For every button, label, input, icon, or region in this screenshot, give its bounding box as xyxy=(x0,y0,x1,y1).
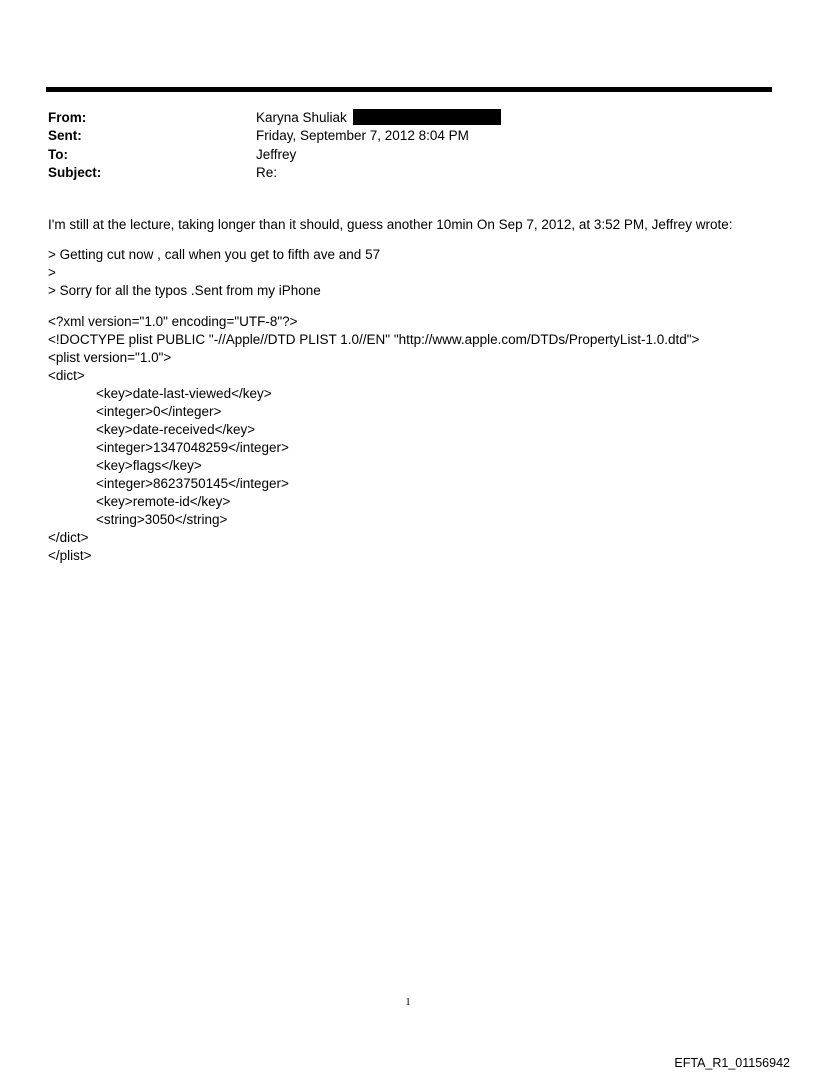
sent-label: Sent: xyxy=(48,128,82,144)
xml-dict-line: <string>3050</string> xyxy=(96,512,228,527)
quoted-line: > Sorry for all the typos .Sent from my iPhone xyxy=(48,283,321,298)
xml-line: <!DOCTYPE plist PUBLIC "-//Apple//DTD PLIST 1.0//EN" "http://www.apple.com/DTDs/PropertyList-1.0.dtd"> xyxy=(48,332,700,347)
document-id: EFTA_R1_01156942 xyxy=(674,1056,790,1070)
email-header xyxy=(48,108,501,182)
xml-line: <plist version="1.0"> xyxy=(48,350,172,365)
xml-dict-line: <integer>1347048259</integer> xyxy=(96,440,289,455)
subject-row xyxy=(48,164,501,183)
header-divider xyxy=(46,87,772,92)
xml-dict-line: <key>remote-id</key> xyxy=(96,494,231,509)
xml-dict-line: <key>date-last-viewed</key> xyxy=(96,386,272,401)
from-value-wrap xyxy=(256,109,501,125)
from-value: Karyna Shuliak xyxy=(256,109,347,125)
to-value: Jeffrey xyxy=(256,146,297,162)
from-row xyxy=(48,108,501,127)
email-body xyxy=(48,216,788,565)
quoted-line: > Getting cut now , call when you get to fifth ave and 57 xyxy=(48,247,381,262)
xml-dict-line: <integer>8623750145</integer> xyxy=(96,476,289,491)
page-number: 1 xyxy=(405,996,411,1008)
xml-line: </dict> xyxy=(48,530,89,545)
to-row xyxy=(48,145,501,164)
redaction-box xyxy=(353,109,501,125)
subject-label: Subject: xyxy=(48,165,102,181)
from-label: From: xyxy=(48,109,87,125)
to-label: To: xyxy=(48,146,68,162)
xml-line: <dict> xyxy=(48,368,85,383)
xml-dict-line: <key>date-received</key> xyxy=(96,422,256,437)
sent-row xyxy=(48,127,501,146)
sent-value: Friday, September 7, 2012 8:04 PM xyxy=(256,128,469,144)
spacer xyxy=(48,300,788,313)
xml-line: <?xml version="1.0" encoding="UTF-8"?> xyxy=(48,314,298,329)
message-text: I'm still at the lecture, taking longer than it should, guess another 10min On Sep 7, 2012, at 3:52 PM, Jeffrey wrote: xyxy=(48,217,733,232)
xml-line: </plist> xyxy=(48,548,92,563)
subject-value: Re: xyxy=(256,165,278,181)
xml-dict-line: <integer>0</integer> xyxy=(96,404,222,419)
spacer xyxy=(48,234,788,246)
quoted-line: > xyxy=(48,265,56,280)
xml-dict-line: <key>flags</key> xyxy=(96,458,202,473)
